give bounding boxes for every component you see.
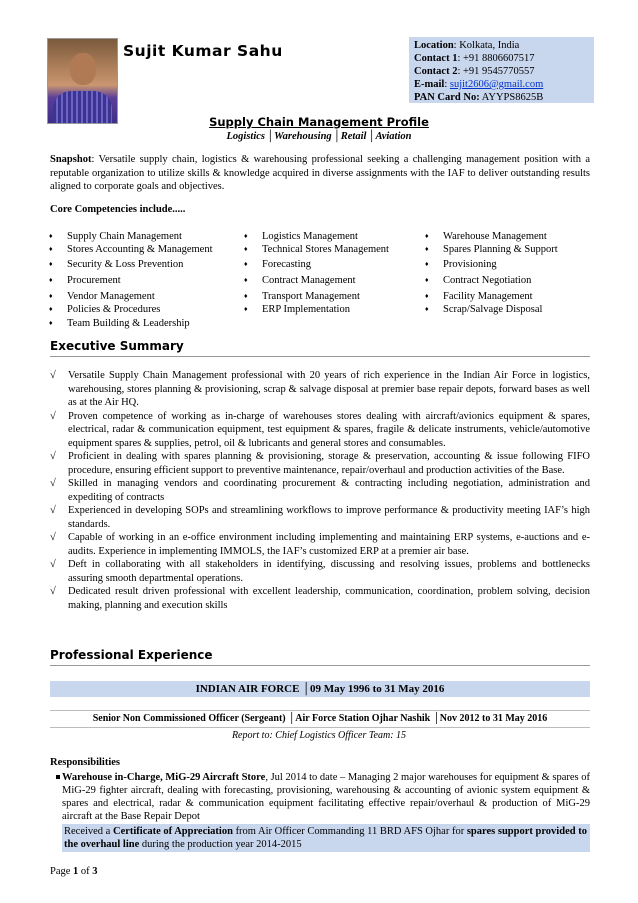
photo-face (70, 53, 96, 85)
competency-item: ♦ Vendor Management (49, 291, 155, 302)
summary-item: √ Deft in collaborating with all stakeholders in identifying, discussing and resolving issues, problems and bottlenecks assuring smooth departmental operations. (50, 559, 590, 584)
summary-item: √ Skilled in managing vendors and coordinating procurement & contracting including negotiation, administration and expediting of contracts (50, 478, 590, 503)
employer-bar: INDIAN AIR FORCE │09 May 1996 to 31 May 2016 (50, 681, 590, 697)
snapshot-paragraph (50, 153, 590, 194)
bullet-icon: ♦ (425, 260, 429, 268)
summary-item: √ Capable of working in an e-office environment including implementing and maintaining ERP systems, e-auctions and e-audits. Experience in implementing IMMOLS, the IAF’s customized ERP at a premier air base. (50, 532, 590, 557)
bullet-icon: ♦ (49, 319, 53, 327)
professional-experience-heading: Professional Experience (50, 648, 590, 666)
current-page: 1 (73, 866, 79, 877)
pan-label: PAN Card No (414, 92, 477, 103)
summary-item: √ Versatile Supply Chain Management professional with 20 years of rich experience in the Indian Air Force in logistics, warehousing, stores planning & provisioning, scrap & salvage disposal at premier base repair depots, forward bases as well as at the Air HQ. (50, 370, 590, 408)
bullet-icon: ♦ (244, 232, 248, 240)
snapshot-label: Snapshot (50, 154, 92, 165)
bullet-icon: ♦ (244, 276, 248, 284)
check-icon: √ (50, 410, 56, 422)
competency-item: ♦ Facility Management (425, 291, 533, 302)
bullet-icon: ♦ (425, 305, 429, 313)
check-icon: √ (50, 559, 56, 570)
bullet-icon: ♦ (425, 245, 429, 253)
summary-item: √ Dedicated result driven professional with excellent leadership, communication, coordination, problem solving, decision making, planning and execution skills (50, 586, 590, 611)
profile-subtitle: Logistics │Warehousing │Retail │Aviation (226, 131, 412, 142)
check-icon: √ (50, 532, 56, 543)
bullet-icon: ♦ (244, 245, 248, 253)
bullet-icon: ♦ (49, 305, 53, 313)
competency-item: ♦ Team Building & Leadership (49, 318, 190, 329)
square-bullet-icon (56, 775, 60, 779)
competency-item: ♦ Spares Planning & Support (425, 244, 558, 255)
competency-item: ♦ Supply Chain Management (49, 231, 182, 242)
executive-summary-list (50, 369, 590, 612)
bullet-icon: ♦ (244, 292, 248, 300)
contact-box: Location: Kolkata, India Contact 1: +91 8806607517 Contact 2: +91 9545770557 E-mail: sujit2606@gmail.com PAN Card No: AYYPS8625B (409, 37, 594, 103)
responsibility-text: , Jul 2014 to date – Managing 2 major warehouses for equipment & spares of MiG-29 fighter aircraft, dealing with forecasting, provisioning, warehousing & accounting of avionic system equipment & spares and electrical, radar & communication equipment facilitating effective repair/overhaul & production of MiG-29 aircraft at the Base Repair Depot (62, 772, 590, 822)
check-icon: √ (50, 586, 56, 597)
check-icon: √ (50, 451, 56, 462)
snapshot-text: : Versatile supply chain, logistics & warehousing professional seeking a challenging management position with a reputable organization to utilize skills & knowledge acquired in diverse assignments with the IAF to deliver outstanding results aligned to corporate goals and objectives. (50, 154, 590, 192)
competency-item: ♦ Transport Management (244, 291, 360, 302)
bullet-icon: ♦ (49, 245, 53, 253)
competency-item: ♦ Security & Loss Prevention (49, 259, 184, 270)
bullet-icon: ♦ (425, 232, 429, 240)
competency-item: ♦ Provisioning (425, 259, 497, 270)
competency-item: ♦ Stores Accounting & Management (49, 244, 213, 255)
bullet-icon: ♦ (49, 276, 53, 284)
check-icon: √ (50, 478, 56, 489)
email-label: E-mail (414, 79, 445, 90)
bullet-icon: ♦ (49, 232, 53, 240)
total-pages: 3 (92, 866, 98, 877)
executive-summary-heading: Executive Summary (50, 339, 590, 357)
page-footer (50, 866, 98, 877)
profile-title: Supply Chain Management Profile (209, 115, 429, 129)
core-competencies-label: Core Competencies include..... (50, 204, 186, 215)
bullet-icon: ♦ (49, 260, 53, 268)
email-link[interactable]: sujit2606@gmail.com (449, 79, 544, 90)
contact2-value: +91 9545770557 (463, 66, 535, 77)
competency-item: ♦ Procurement (49, 275, 121, 286)
competency-item: ♦ Contract Negotiation (425, 275, 532, 286)
contact1-label: Contact 1 (414, 53, 458, 64)
responsibility-item (62, 771, 590, 823)
check-icon: √ (50, 370, 56, 381)
location-value: Kolkata, India (459, 40, 520, 51)
competency-item: ♦ Policies & Procedures (49, 304, 161, 315)
summary-item: √ Proven competence of working as in-charge of warehouses stores dealing with aircraft/avionics equipment & spares, electrical, radar & communication equipment, test equipment & spares, fragile & delicate instruments, vehicle/automotive equipment spares & supplies, petrol, oil & lubricants and general stores and consumables. (50, 410, 590, 449)
summary-item: √ Experienced in developing SOPs and streamlining workflows to improve performance & productivity meeting IAF’s high standards. (50, 505, 590, 530)
responsibilities-label: Responsibilities (50, 757, 121, 768)
contact1-value: +91 8806607517 (463, 53, 535, 64)
bullet-icon: ♦ (425, 292, 429, 300)
role-bar: Senior Non Commissioned Officer (Sergeant) │Air Force Station Ojhar Nashik │Nov 2012 to 31 May 2016 (50, 710, 590, 728)
competency-item: ♦ Contract Management (244, 275, 356, 286)
bullet-icon: ♦ (49, 292, 53, 300)
bullet-icon: ♦ (244, 260, 248, 268)
candidate-name: Sujit Kumar Sahu (123, 42, 283, 60)
page-word: Page (50, 866, 71, 877)
of-word: of (80, 866, 90, 877)
contact2-label: Contact 2 (414, 66, 458, 77)
responsibility-title: Warehouse in-Charge, MiG-29 Aircraft Store (62, 772, 266, 783)
profile-photo (47, 38, 118, 124)
location-label: Location (414, 40, 454, 51)
report-to-line: Report to: Chief Logistics Officer Team: 15 (231, 730, 407, 741)
summary-item: √ Proficient in dealing with spares planning & provisioning, storage & preservation, accounting & issue following FIFO procedure, ensuring efficient support to preventive maintenance, repair/overhaul and production activities of the Base. (50, 451, 590, 476)
bullet-icon: ♦ (244, 305, 248, 313)
award-box: Received a Certificate of Appreciation from Air Officer Commanding 11 BRD AFS Ojhar for spares support provided to the overhaul line during the production year 2014-2015 (62, 824, 590, 852)
competency-item: ♦ Scrap/Salvage Disposal (425, 304, 543, 315)
competency-item: ♦ Warehouse Management (425, 231, 547, 242)
check-icon: √ (50, 505, 56, 516)
competency-item: ♦ Logistics Management (244, 231, 358, 242)
bullet-icon: ♦ (425, 276, 429, 284)
competency-item: ♦ Forecasting (244, 259, 311, 270)
competency-item: ♦ Technical Stores Management (244, 244, 389, 255)
competency-item: ♦ ERP Implementation (244, 304, 350, 315)
pan-value: AYYPS8625B (481, 92, 544, 103)
